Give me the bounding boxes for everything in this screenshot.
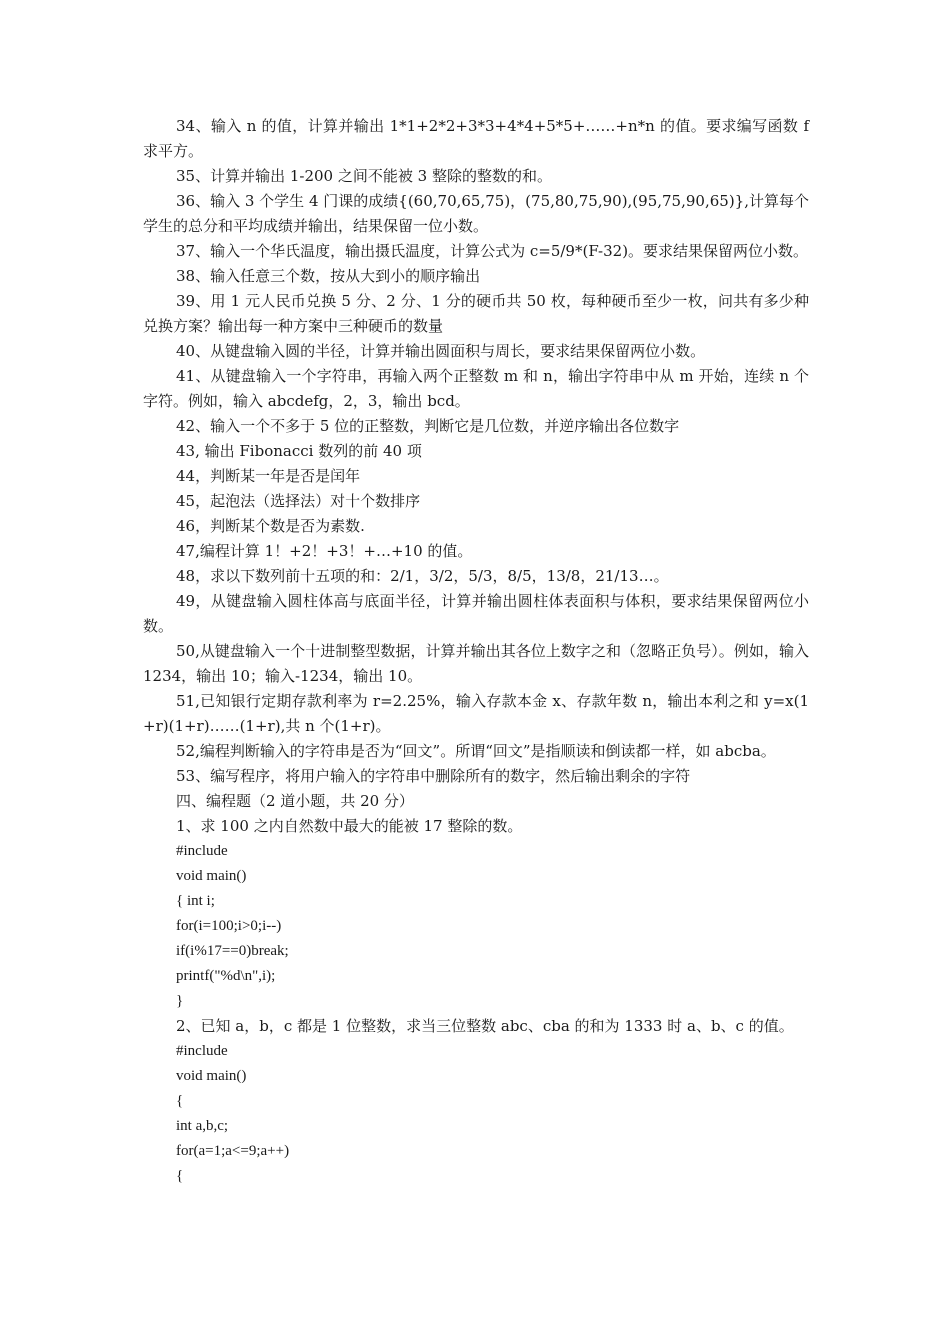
paragraph-q45: 45，起泡法（选择法）对十个数排序 (176, 492, 421, 510)
paragraph-q37: 37、输入一个华氏温度，输出摄氏温度，计算公式为 c=5/9*(F-32)。要求结果保留两位小数。 (176, 242, 809, 260)
paragraph-q35: 35、计算并输出 1-200 之间不能被 3 整除的整数的和。 (176, 167, 552, 185)
code-line: void main() (176, 868, 247, 884)
section-heading: 四、编程题（2 道小题，共 20 分） (176, 792, 414, 810)
paragraph-q34: 34、输入 n 的值，计算并输出 1*1+2*2+3*3+4*4+5*5+……+n*n 的值。要求编写函数 f 求平方。 (143, 117, 809, 160)
paragraph-q41: 41、从键盘输入一个字符串，再输入两个正整数 m 和 n，输出字符串中从 m 开始，连续 n 个字符。例如，输入 abcdefg，2，3，输出 bcd。 (143, 367, 809, 410)
paragraph-q36: 36、输入 3 个学生 4 门课的成绩{(60,70,65,75)，(75,80,75,90),(95,75,90,65)},计算每个学生的总分和平均成绩并输出，结果保留一位小数。 (143, 192, 809, 235)
paragraph-q50: 50,从键盘输入一个十进制整型数据，计算并输出其各位上数字之和（忽略正负号）。例如，输入 1234，输出 10；输入-1234，输出 10。 (143, 642, 809, 685)
paragraph-q51: 51,已知银行定期存款利率为 r=2.25%，输入存款本金 x、存款年数 n，输出本利之和 y=x(1+r)(1+r)……(1+r),共 n 个(1+r)。 (143, 692, 809, 735)
code-line: void main() (176, 1068, 247, 1084)
code-line: if(i%17==0)break; (176, 943, 289, 959)
paragraph-q42: 42、输入一个不多于 5 位的正整数，判断它是几位数，并逆序输出各位数字 (176, 417, 680, 435)
programming-question-1: 1、求 100 之内自然数中最大的能被 17 整除的数。 (176, 817, 523, 835)
paragraph-q40: 40、从键盘输入圆的半径，计算并输出圆面积与周长，要求结果保留两位小数。 (176, 342, 706, 360)
code-line: int a,b,c; (176, 1118, 229, 1134)
paragraph-q43: 43, 输出 Fibonacci 数列的前 40 项 (176, 442, 422, 460)
code-block-2 (143, 1039, 809, 1189)
code-line: { int i; (176, 893, 215, 909)
code-line: #include (176, 843, 228, 859)
code-line: #include (176, 1043, 228, 1059)
code-line: for(i=100;i>0;i--) (176, 918, 282, 934)
paragraph-q53: 53、编写程序，将用户输入的字符串中删除所有的数字，然后输出剩余的字符 (176, 767, 691, 785)
paragraph-q52: 52,编程判断输入的字符串是否为“回文”。所谓“回文”是指顺读和倒读都一样，如 abcba。 (176, 742, 776, 760)
code-line: { (176, 1093, 184, 1109)
code-line: for(a=1;a<=9;a++) (176, 1143, 290, 1159)
code-line: printf("%d\n",i); (176, 968, 276, 984)
paragraph-q39: 39、用 1 元人民币兑换 5 分、2 分、1 分的硬币共 50 枚，每种硬币至少一枚，问共有多少种兑换方案？输出每一种方案中三种硬币的数量 (143, 292, 809, 335)
code-block-1 (143, 839, 809, 1014)
paragraph-q46: 46，判断某个数是否为素数. (176, 517, 365, 535)
code-line: { (176, 1168, 184, 1184)
paragraph-q44: 44，判断某一年是否是闰年 (176, 467, 361, 485)
paragraph-q49: 49，从键盘输入圆柱体高与底面半径，计算并输出圆柱体表面积与体积，要求结果保留两位小数。 (143, 592, 809, 635)
paragraph-q48: 48，求以下数列前十五项的和：2/1，3/2，5/3，8/5，13/8，21/13…。 (176, 567, 669, 585)
document-page (143, 114, 809, 1189)
paragraph-q38: 38、输入任意三个数，按从大到小的顺序输出 (176, 267, 481, 285)
code-line: } (176, 993, 184, 1009)
programming-question-2: 2、已知 a，b，c 都是 1 位整数，求当三位整数 abc、cba 的和为 1333 时 a、b、c 的值。 (176, 1017, 794, 1035)
paragraph-q47: 47,编程计算 1！+2！+3！+…+10 的值。 (176, 542, 473, 560)
